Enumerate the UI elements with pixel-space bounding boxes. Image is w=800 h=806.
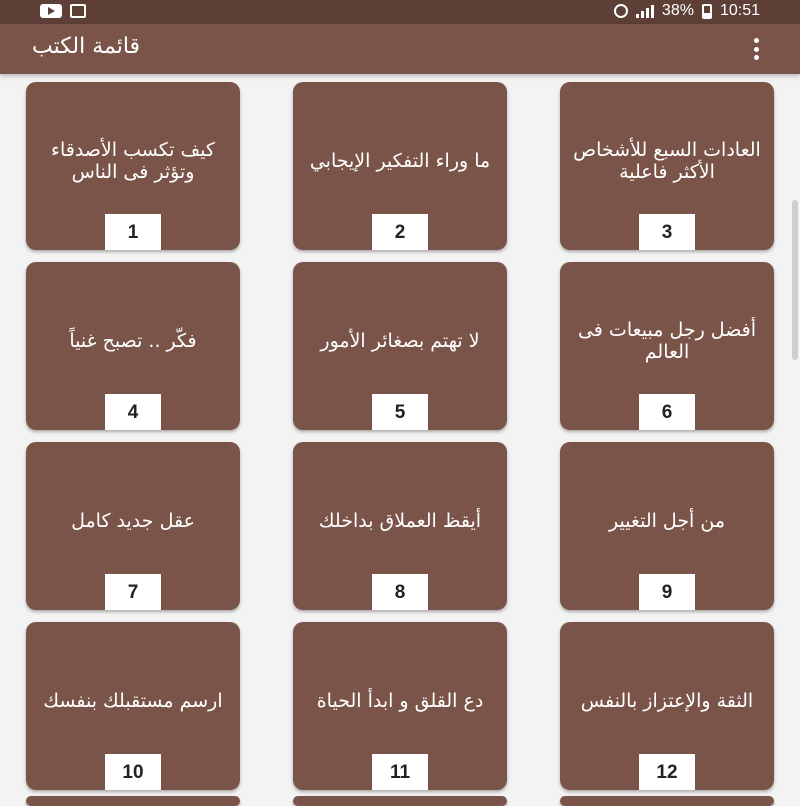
status-bar: [0, 0, 800, 24]
book-card-8[interactable]: [293, 442, 507, 610]
status-bar-left: [40, 4, 86, 18]
youtube-icon: [40, 4, 62, 18]
book-title: دع القلق و ابدأ الحياة: [316, 690, 484, 712]
book-number: 12: [639, 754, 695, 790]
signal-icon: [636, 4, 654, 18]
book-title: أفضل رجل مبيعات فى العالم: [577, 319, 757, 363]
book-number: 1: [105, 214, 161, 250]
battery-icon: [702, 4, 712, 19]
book-title: أيقظ العملاق بداخلك: [318, 510, 482, 532]
app-bar-title: قائمة الكتب: [32, 34, 141, 59]
image-icon: [70, 4, 86, 18]
book-number: 3: [639, 214, 695, 250]
book-card-9[interactable]: [560, 442, 774, 610]
book-card-3[interactable]: [560, 82, 774, 250]
book-card-11[interactable]: [293, 622, 507, 790]
overflow-menu-icon[interactable]: [748, 38, 764, 60]
book-number: 7: [105, 574, 161, 610]
book-number: 8: [372, 574, 428, 610]
book-title: العادات السبع للأشخاص الأكثر فاعلية: [573, 139, 761, 183]
app-bar: [0, 24, 800, 74]
book-card-1[interactable]: [26, 82, 240, 250]
book-title: الثقة والإعتزاز بالنفس: [580, 690, 754, 712]
book-number: 2: [372, 214, 428, 250]
book-title: لا تهتم بصغائر الأمور: [320, 330, 480, 352]
book-title: من أجل التغيير: [608, 510, 726, 532]
book-card-next-row[interactable]: [26, 796, 240, 806]
book-number: 10: [105, 754, 161, 790]
book-number: 5: [372, 394, 428, 430]
book-card-2[interactable]: [293, 82, 507, 250]
book-card-5[interactable]: [293, 262, 507, 430]
book-title: كيف تكسب الأصدقاء وتؤثر فى الناس: [51, 139, 215, 183]
book-title: عقل جديد كامل: [71, 510, 195, 532]
alarm-icon: [614, 4, 628, 18]
book-number: 6: [639, 394, 695, 430]
scrollbar[interactable]: [792, 200, 798, 360]
battery-percent: 38%: [661, 2, 694, 19]
status-bar-right: [614, 2, 760, 20]
book-number: 4: [105, 394, 161, 430]
book-title: ارسم مستقبلك بنفسك: [43, 690, 223, 712]
clock: 10:51: [719, 2, 760, 19]
book-title: ما وراء التفكير الإيجابي: [309, 150, 491, 172]
book-card-12[interactable]: [560, 622, 774, 790]
book-card-7[interactable]: [26, 442, 240, 610]
book-number: 9: [639, 574, 695, 610]
book-card-4[interactable]: [26, 262, 240, 430]
book-card-next-row[interactable]: [293, 796, 507, 806]
book-card-10[interactable]: [26, 622, 240, 790]
book-number: 11: [372, 754, 428, 790]
book-card-next-row[interactable]: [560, 796, 774, 806]
book-card-6[interactable]: [560, 262, 774, 430]
book-title: فكّر .. تصبح غنياً: [69, 330, 197, 352]
